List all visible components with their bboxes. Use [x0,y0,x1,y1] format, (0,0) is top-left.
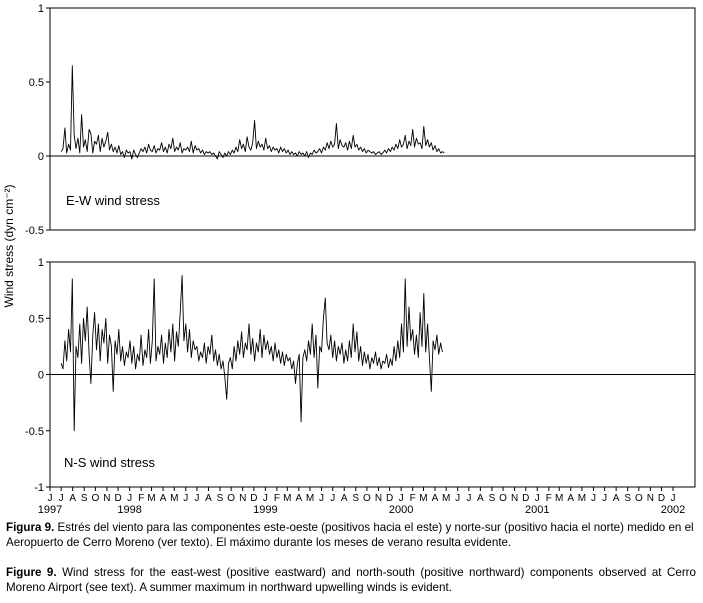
x-month-label: J [534,493,540,504]
x-month-label: J [602,493,608,504]
ew-panel [25,3,695,237]
x-month-label: J [455,493,461,504]
x-year-label: 1998 [117,504,142,516]
x-month-label: O [634,493,643,504]
x-month-label: N [646,493,654,504]
x-month-label: M [305,493,315,504]
x-year-label: 1997 [37,504,63,516]
x-year-label: 2001 [525,504,550,516]
x-month-label: A [69,493,77,504]
x-month-label: J [183,493,189,504]
caption-english [6,566,696,595]
x-month-label: M [170,493,179,504]
x-month-label: N [510,493,519,504]
caption-es-text: Estrés del viento para las componentes este-oeste (positivos hacia el este) y norte-sur (positivo hacia el norte) medido en el Aeropuerto de Cerro Moreno (ver texto). El máximo durante los meses de verano resulta evidente. [6,521,694,549]
x-month-label: D [657,493,666,504]
x-month-label: S [624,493,632,504]
y-tick-label: 0.5 [28,313,44,326]
y-tick-label: -1 [34,482,44,494]
x-month-label: D [522,493,530,504]
x-month-label: J [194,493,200,504]
x-month-label: M [577,493,587,504]
caption-spanish [6,521,696,550]
y-tick-label: -0.5 [25,425,44,438]
caption-en-text: Wind stress for the east-west (positive eastward) and north-south (positive northward) components observed at Cerro Moreno Airport (see text). A summer maximum in northward upwelling winds is evident. [6,566,696,594]
panel-label: N-S wind stress [64,455,156,470]
x-month-label: A [431,493,439,504]
x-month-label: S [352,493,360,504]
x-month-label: F [545,493,552,504]
x-month-label: A [159,493,167,504]
series-line [61,66,444,159]
y-tick-label: 0.5 [28,77,44,89]
x-month-label: O [91,493,100,504]
x-month-label: A [205,493,212,504]
x-month-label: J [58,493,64,504]
x-month-label: J [262,493,268,504]
x-month-label: M [441,493,451,504]
x-month-label: N [239,493,247,504]
x-month-label: F [273,493,280,504]
series-line [61,276,442,431]
y-tick-label: 1 [37,257,44,269]
panel-label: E-W wind stress [66,193,160,208]
y-tick-label: -0.5 [25,225,44,237]
x-month-label: S [488,493,496,504]
x-month-label: A [340,493,348,504]
x-month-label: F [409,493,416,504]
caption-es-label: Figura 9. [6,521,55,534]
x-month-label: S [216,493,224,504]
x-month-label: A [295,493,303,504]
x-month-label: O [363,493,371,504]
x-month-label: J [670,493,676,504]
caption-en-label: Figure 9. [6,566,57,579]
ns-panel [25,257,695,494]
x-month-label: J [330,493,336,504]
x-year-label: 1999 [253,504,278,516]
y-tick-label: 1 [37,3,44,15]
y-axis-title: Wind stress (dyn cm⁻²) [2,184,16,308]
x-year-label: 2002 [660,504,686,516]
x-month-label: J [319,493,325,504]
x-month-label: J [466,493,472,504]
x-month-label: A [567,493,575,504]
x-month-label: M [419,493,428,504]
x-month-label: J [398,493,404,504]
x-month-label: M [555,493,564,504]
x-month-label: M [147,493,156,504]
x-month-label: J [590,493,596,504]
x-month-label: N [374,493,383,504]
x-month-label: D [385,493,394,504]
x-month-label: A [612,493,620,504]
x-month-label: N [103,493,111,504]
y-tick-label: 0 [37,369,44,382]
x-year-label: 2000 [388,504,414,516]
x-month-label: M [283,493,292,504]
x-month-label: D [250,493,258,504]
x-month-label: J [47,493,53,504]
x-month-label: F [138,493,145,504]
x-month-label: O [499,493,507,504]
x-month-label: S [80,493,88,504]
x-axis [38,487,686,516]
x-month-label: D [114,493,122,504]
x-month-label: J [127,493,133,504]
x-month-label: A [477,493,484,504]
x-month-label: O [227,493,236,504]
y-tick-label: 0 [37,151,44,163]
